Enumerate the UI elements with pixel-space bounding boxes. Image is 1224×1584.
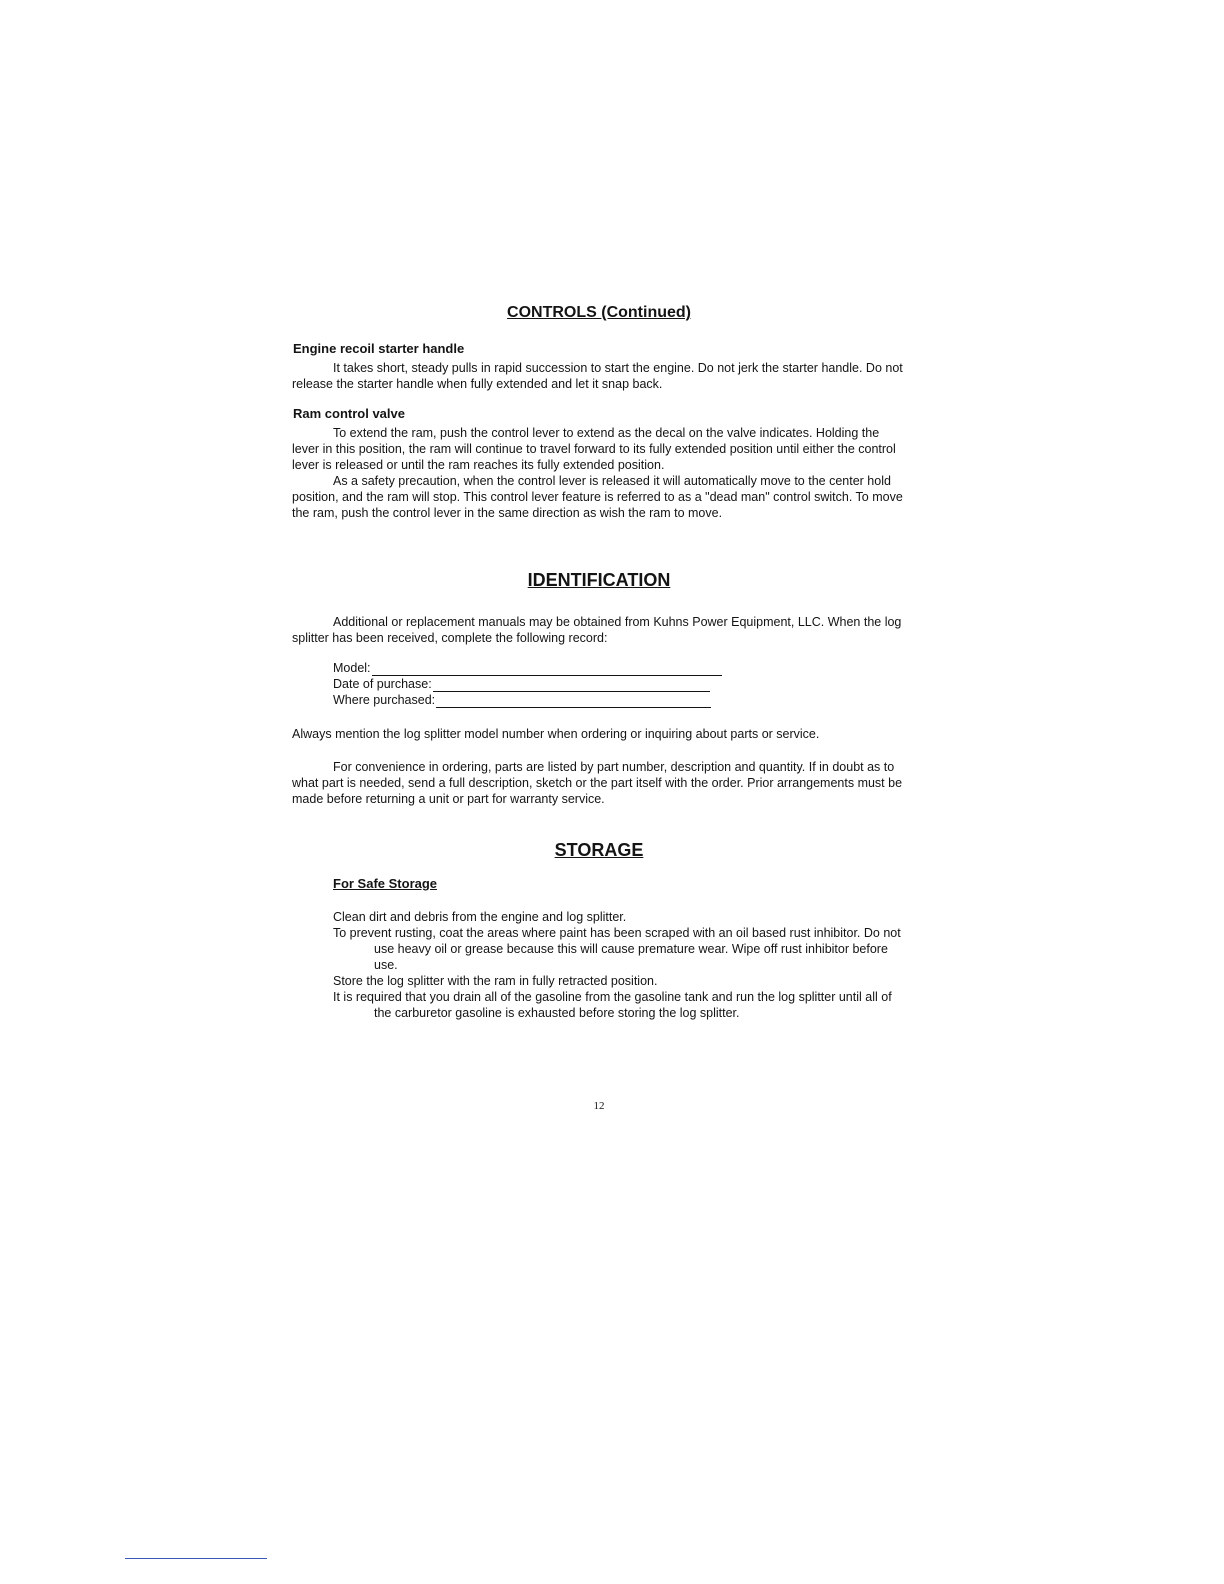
recoil-starter-text: It takes short, steady pulls in rapid succession to start the engine. Do not jerk the starter handle. Do not release the starter handle when fully extended and let it snap back. [292,361,903,391]
model-label: Model: [333,661,371,675]
date-row [333,676,722,692]
identification-heading: IDENTIFICATION [527,570,671,590]
model-blank-line [372,662,722,676]
where-purchased-label: Where purchased: [333,693,436,707]
purchase-record [333,660,722,708]
date-blank-line [433,678,710,692]
storage-step: Store the log splitter with the ram in fully retracted position. [333,974,658,988]
ram-control-heading: Ram control valve [293,406,405,421]
recoil-starter-heading: Engine recoil starter handle [293,341,465,356]
controls-continued-heading: CONTROLS (Continued) [507,304,691,321]
storage-step: To prevent rusting, coat the areas where paint has been scraped with an oil based rust inhibitor. Do not use heavy oil or grease because this will cause premature wear. Wipe off rust inhibitor before use. [333,926,901,972]
date-of-purchase-label: Date of purchase: [333,677,432,691]
storage-step: Clean dirt and debris from the engine and log splitter. [333,910,627,924]
mention-model-text: Always mention the log splitter model number when ordering or inquiring about parts or service. [292,727,820,741]
page-number: 12 [593,1100,605,1112]
ram-control-text-1: To extend the ram, push the control lever to extend as the decal on the valve indicates. Holding the lever in this position, the ram will continue to travel forward to its fully extended position until either the control lever is released or until the ram reaches its fully extended position. [292,426,896,472]
identification-intro: Additional or replacement manuals may be obtained from Kuhns Power Equipment, LLC. When the log splitter has been received, complete the following record: [292,615,902,645]
ordering-convenience-text: For convenience in ordering, parts are listed by part number, description and quantity. If in doubt as to what part is needed, send a full description, sketch or the part itself with the order. Prior arrangements must be made before returning a unit or part for warranty service. [292,760,903,806]
safe-storage-subheading: For Safe Storage [333,876,438,891]
storage-steps [333,909,911,1021]
model-row [333,660,722,676]
storage-heading: STORAGE [554,840,644,860]
storage-step: It is required that you drain all of the gasoline from the gasoline tank and run the log splitter until all of the carburetor gasoline is exhausted before storing the log splitter. [333,990,892,1020]
ram-control-text-2: As a safety precaution, when the control lever is released it will automatically move to the center hold position, and the ram will stop. This control lever feature is referred to as a "dead man" control switch. To move the ram, push the control lever in the same direction as wish the ram to move. [292,474,903,520]
where-row [333,692,722,708]
footer-rule [125,1558,267,1559]
where-blank-line [436,694,711,708]
